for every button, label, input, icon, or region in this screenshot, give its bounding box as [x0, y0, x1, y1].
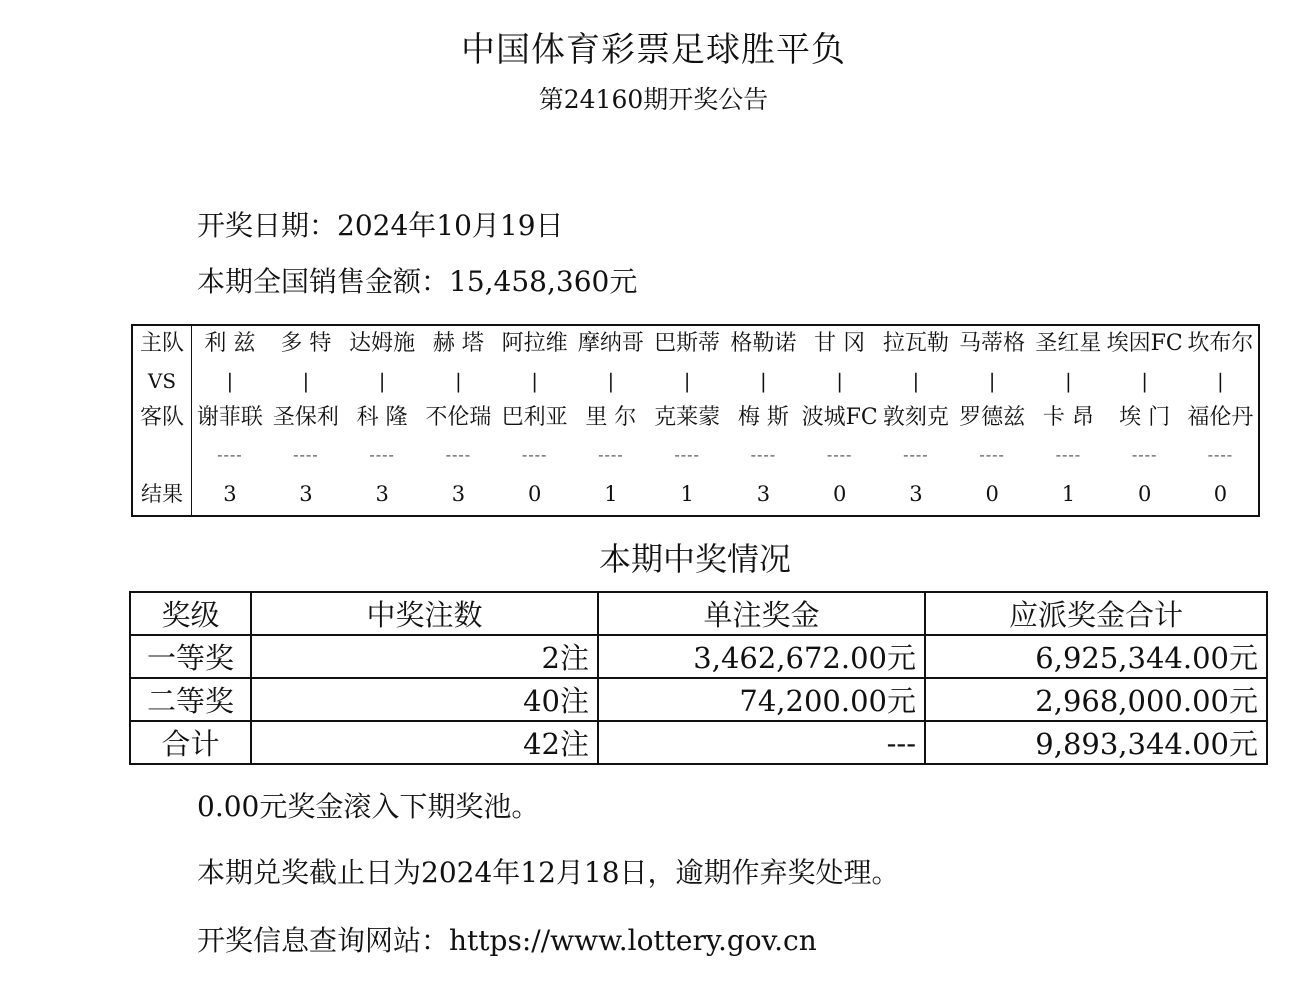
away-label: 客队 — [132, 400, 192, 436]
away-team: 福伦丹 — [1187, 405, 1254, 430]
away-team: 罗德兹 — [959, 405, 1026, 430]
home-team: 多 特 — [280, 331, 332, 356]
match-result: 3 — [223, 482, 237, 506]
prize-level: 二等奖 — [130, 678, 251, 721]
separator: ---- — [1055, 445, 1082, 464]
separator: ---- — [674, 445, 700, 464]
vs-mark: | — [1065, 369, 1072, 393]
home-team: 甘 冈 — [814, 331, 866, 356]
prize-row-total — [130, 721, 1267, 764]
home-team: 格勒诺 — [730, 331, 797, 356]
vs-mark: | — [531, 369, 538, 393]
header-per-bet: 单注奖金 — [598, 592, 925, 635]
match-result: 0 — [1137, 482, 1152, 506]
header-total: 应派奖金合计 — [925, 592, 1267, 635]
home-label: 主队 — [132, 325, 192, 362]
vs-mark: | — [760, 369, 767, 393]
vs-mark: | — [1141, 369, 1148, 393]
header-level: 奖级 — [130, 592, 251, 635]
match-result: 0 — [985, 482, 999, 506]
vs-mark: | — [1217, 369, 1224, 393]
prize-level: 一等奖 — [130, 635, 251, 678]
away-team: 巴利亚 — [501, 405, 568, 430]
per-bet-prize: --- — [598, 721, 925, 764]
website-note: 开奖信息查询网站：https://www.lottery.gov.cn — [197, 924, 817, 957]
match-result: 3 — [756, 482, 771, 506]
match-result: 3 — [451, 482, 466, 506]
separator: ---- — [903, 445, 929, 464]
match-result: 1 — [1061, 482, 1076, 506]
header-count: 中奖注数 — [251, 592, 598, 635]
deadline-note: 本期兑奖截止日为2024年12月18日，逾期作弃奖处理。 — [197, 856, 900, 889]
winning-count: 40注 — [251, 678, 598, 721]
separator: ---- — [750, 445, 777, 464]
prize-level: 合计 — [130, 721, 251, 764]
prize-table — [129, 591, 1268, 765]
match-table — [131, 324, 1260, 517]
home-team: 利 兹 — [204, 331, 256, 356]
separator: ---- — [1207, 445, 1234, 464]
vs-row — [132, 362, 1259, 400]
separator-label — [132, 436, 192, 474]
match-result: 0 — [527, 482, 542, 506]
away-team-row — [132, 400, 1259, 436]
away-team: 克莱蒙 — [654, 405, 721, 430]
home-team: 达姆施 — [349, 331, 416, 356]
winning-count: 42注 — [251, 721, 598, 764]
vs-mark: | — [912, 369, 920, 393]
vs-mark: | — [836, 369, 843, 393]
prize-row-first — [130, 635, 1267, 678]
match-result: 0 — [832, 482, 847, 506]
announcement-title: 中国体育彩票足球胜平负 — [461, 30, 846, 70]
match-result: 0 — [1213, 482, 1228, 506]
separator: ---- — [826, 445, 853, 464]
prize-section-title: 本期中奖情况 — [598, 540, 791, 578]
total-prize: 6,925,344.00元 — [925, 635, 1267, 678]
home-team: 赫 塔 — [432, 331, 484, 356]
total-prize: 9,893,344.00元 — [925, 721, 1267, 764]
separator: ---- — [979, 445, 1005, 464]
match-result: 1 — [604, 482, 618, 506]
separator-row — [132, 436, 1259, 474]
home-team: 摩纳哥 — [577, 331, 644, 356]
home-team: 坎布尔 — [1187, 331, 1254, 356]
match-result: 3 — [299, 482, 313, 506]
home-team: 埃因FC — [1106, 331, 1183, 356]
winning-count: 2注 — [251, 635, 598, 678]
away-team: 圣保利 — [272, 405, 339, 430]
away-team: 埃 门 — [1119, 405, 1171, 430]
match-result: 3 — [909, 482, 923, 506]
prize-row-second — [130, 678, 1267, 721]
sales-amount: 本期全国销售金额：15,458,360元 — [197, 265, 638, 298]
home-team: 拉瓦勒 — [882, 331, 949, 356]
vs-mark: | — [607, 369, 615, 393]
separator: ---- — [598, 445, 624, 464]
home-team: 阿拉维 — [501, 331, 568, 356]
match-result: 3 — [375, 482, 389, 506]
per-bet-prize: 74,200.00元 — [598, 678, 925, 721]
away-team: 波城FC — [801, 405, 878, 430]
vs-mark: | — [226, 369, 234, 393]
away-team: 敦刻克 — [882, 405, 949, 430]
away-team: 科 隆 — [356, 405, 408, 430]
separator: ---- — [1131, 445, 1158, 464]
separator: ---- — [293, 445, 319, 464]
vs-label: VS — [132, 362, 192, 400]
vs-mark: | — [455, 369, 462, 393]
match-result: 1 — [680, 482, 694, 506]
away-team: 里 尔 — [585, 405, 637, 430]
separator: ---- — [445, 445, 472, 464]
vs-mark: | — [302, 369, 310, 393]
home-team-row — [132, 325, 1259, 362]
result-label: 结果 — [132, 474, 192, 516]
away-team: 梅 斯 — [737, 405, 789, 430]
home-team: 马蒂格 — [959, 331, 1026, 356]
away-team: 谢菲联 — [196, 405, 263, 430]
separator: ---- — [521, 445, 548, 464]
total-prize: 2,968,000.00元 — [925, 678, 1267, 721]
per-bet-prize: 3,462,672.00元 — [598, 635, 925, 678]
prize-header-row — [130, 592, 1267, 635]
home-team: 巴斯蒂 — [654, 331, 721, 356]
vs-mark: | — [683, 369, 691, 393]
away-team: 卡 昂 — [1042, 405, 1094, 430]
away-team: 不伦瑞 — [425, 405, 492, 430]
separator: ---- — [217, 445, 243, 464]
result-row — [132, 474, 1259, 516]
separator: ---- — [369, 445, 395, 464]
vs-mark: | — [378, 369, 386, 393]
announcement-subtitle: 第24160期开奖公告 — [538, 85, 769, 114]
draw-date: 开奖日期：2024年10月19日 — [197, 209, 564, 242]
vs-mark: | — [988, 369, 996, 393]
rollover-note: 0.00元奖金滚入下期奖池。 — [197, 790, 540, 823]
home-team: 圣红星 — [1035, 331, 1102, 356]
